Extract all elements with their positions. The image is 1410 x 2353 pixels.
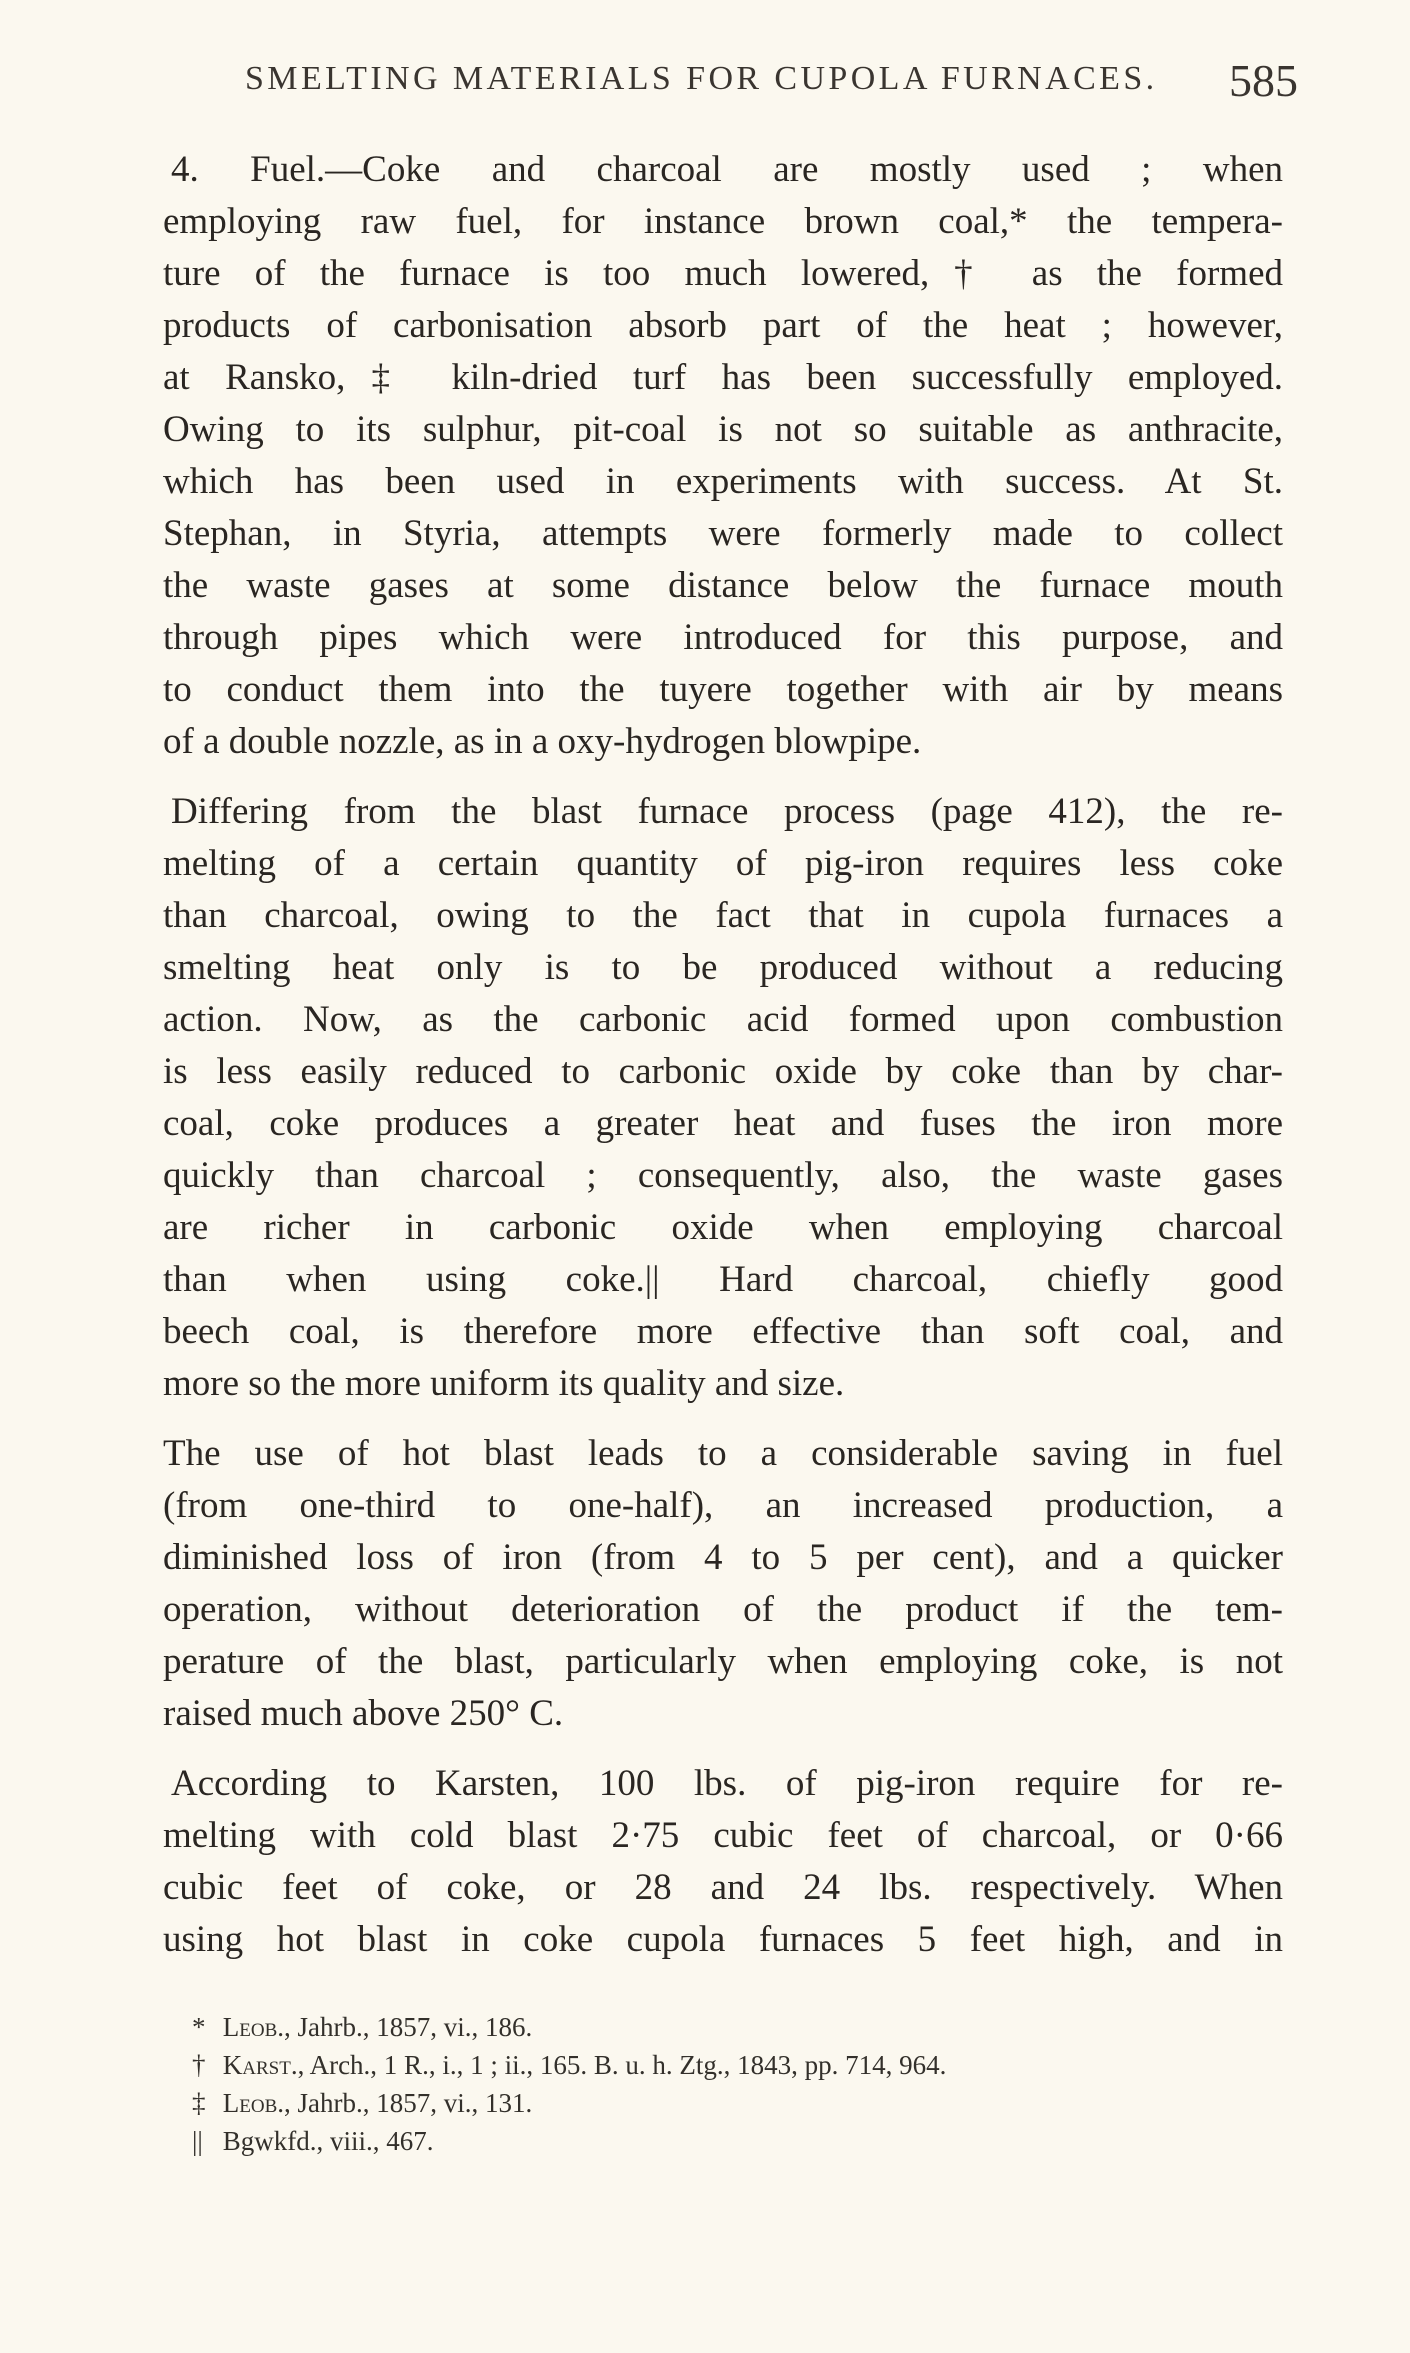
text-line: perature of the blast, particularly when employing coke, is not <box>163 1641 1283 1682</box>
paragraph-gap <box>163 768 1283 786</box>
text-line: products of carbonisation absorb part of the heat ; however, <box>163 305 1283 346</box>
text-line: diminished loss of iron (from 4 to 5 per cent), and a quicker <box>163 1537 1283 1578</box>
footnote-mark: † <box>192 2050 206 2080</box>
text-line: smelting heat only is to be produced without a reducing <box>163 947 1283 988</box>
text-line: The use of hot blast leads to a considerable saving in fuel <box>163 1433 1283 1474</box>
text-line: more so the more uniform its quality and size. <box>163 1363 845 1404</box>
text-line: to conduct them into the tuyere together with air by means <box>163 669 1283 710</box>
footnote-source: Leob. <box>222 2012 284 2042</box>
footnote <box>192 2008 1272 2046</box>
footnote <box>192 2046 1272 2084</box>
footnote-mark: ‡ <box>192 2088 206 2118</box>
text-line: raised much above 250° C. <box>163 1693 564 1734</box>
paragraph-karsten <box>163 1758 1283 1966</box>
paragraph-gap <box>163 1740 1283 1758</box>
text-line: cubic feet of coke, or 28 and 24 lbs. respectively. When <box>163 1867 1283 1908</box>
running-head <box>163 54 1298 114</box>
footnote-source: Leob. <box>222 2088 284 2118</box>
text-line: Stephan, in Styria, attempts were formerly made to collect <box>163 513 1283 554</box>
paragraph-fuel <box>163 144 1283 768</box>
paragraph-hot-blast <box>163 1428 1283 1740</box>
text-line: is less easily reduced to carbonic oxide by coke than by char- <box>163 1051 1283 1092</box>
text-line: action. Now, as the carbonic acid formed upon combustion <box>163 999 1283 1040</box>
text-line: operation, without deterioration of the product if the tem- <box>163 1589 1283 1630</box>
footnote <box>192 2122 1272 2160</box>
text-line: Differing from the blast furnace process (page 412), the re- <box>171 791 1283 832</box>
text-line: melting with cold blast 2·75 cubic feet of charcoal, or 0·66 <box>163 1815 1283 1856</box>
text-line: the waste gases at some distance below the furnace mouth <box>163 565 1283 606</box>
body-text <box>163 144 1283 1966</box>
text-line: using hot blast in coke cupola furnaces 5 feet high, and in <box>163 1919 1283 1960</box>
text-line: which has been used in experiments with success. At St. <box>163 461 1283 502</box>
footnote-mark: || <box>192 2126 203 2156</box>
text-line: employing raw fuel, for instance brown coal,* the tempera- <box>163 201 1283 242</box>
text-line: beech coal, is therefore more effective than soft coal, and <box>163 1311 1283 1352</box>
text-line: than when using coke.|| Hard charcoal, chiefly good <box>163 1259 1283 1300</box>
footnotes <box>192 2008 1272 2160</box>
running-title: SMELTING MATERIALS FOR CUPOLA FURNACES. <box>245 60 1158 97</box>
footnote-source: Karst. <box>222 2050 298 2080</box>
footnote-text: Bgwkfd., viii., 467. <box>222 2126 434 2156</box>
paragraph-remelting <box>163 786 1283 1410</box>
text-line: than charcoal, owing to the fact that in cupola furnaces a <box>163 895 1283 936</box>
text-line: quickly than charcoal ; consequently, also, the waste gases <box>163 1155 1283 1196</box>
text-line: Owing to its sulphur, pit-coal is not so suitable as anthracite, <box>163 409 1283 450</box>
text-line: According to Karsten, 100 lbs. of pig-iron require for re- <box>171 1763 1283 1804</box>
text-line: (from one-third to one-half), an increased production, a <box>163 1485 1283 1526</box>
text-line: 4. Fuel.—Coke and charcoal are mostly used ; when <box>171 149 1283 190</box>
text-line: at Ransko,‡ kiln-dried turf has been successfully employed. <box>163 357 1283 398</box>
page-number: 585 <box>1229 55 1298 106</box>
footnote-mark: * <box>192 2012 206 2042</box>
text-line: ture of the furnace is too much lowered,† as the formed <box>163 253 1283 294</box>
footnote-text: , Arch., 1 R., i., 1 ; ii., 165. B. u. h. Ztg., 1843, pp. 714, 964. <box>297 2050 947 2080</box>
footnote-text: , Jahrb., 1857, vi., 131. <box>284 2088 533 2118</box>
text-line: melting of a certain quantity of pig-iron requires less coke <box>163 843 1283 884</box>
text-line: coal, coke produces a greater heat and fuses the iron more <box>163 1103 1283 1144</box>
footnote-text: , Jahrb., 1857, vi., 186. <box>284 2012 533 2042</box>
footnote <box>192 2084 1272 2122</box>
text-line: of a double nozzle, as in a oxy-hydrogen blowpipe. <box>163 721 922 762</box>
text-line: are richer in carbonic oxide when employing charcoal <box>163 1207 1283 1248</box>
paragraph-gap <box>163 1410 1283 1428</box>
text-line: through pipes which were introduced for this purpose, and <box>163 617 1283 658</box>
